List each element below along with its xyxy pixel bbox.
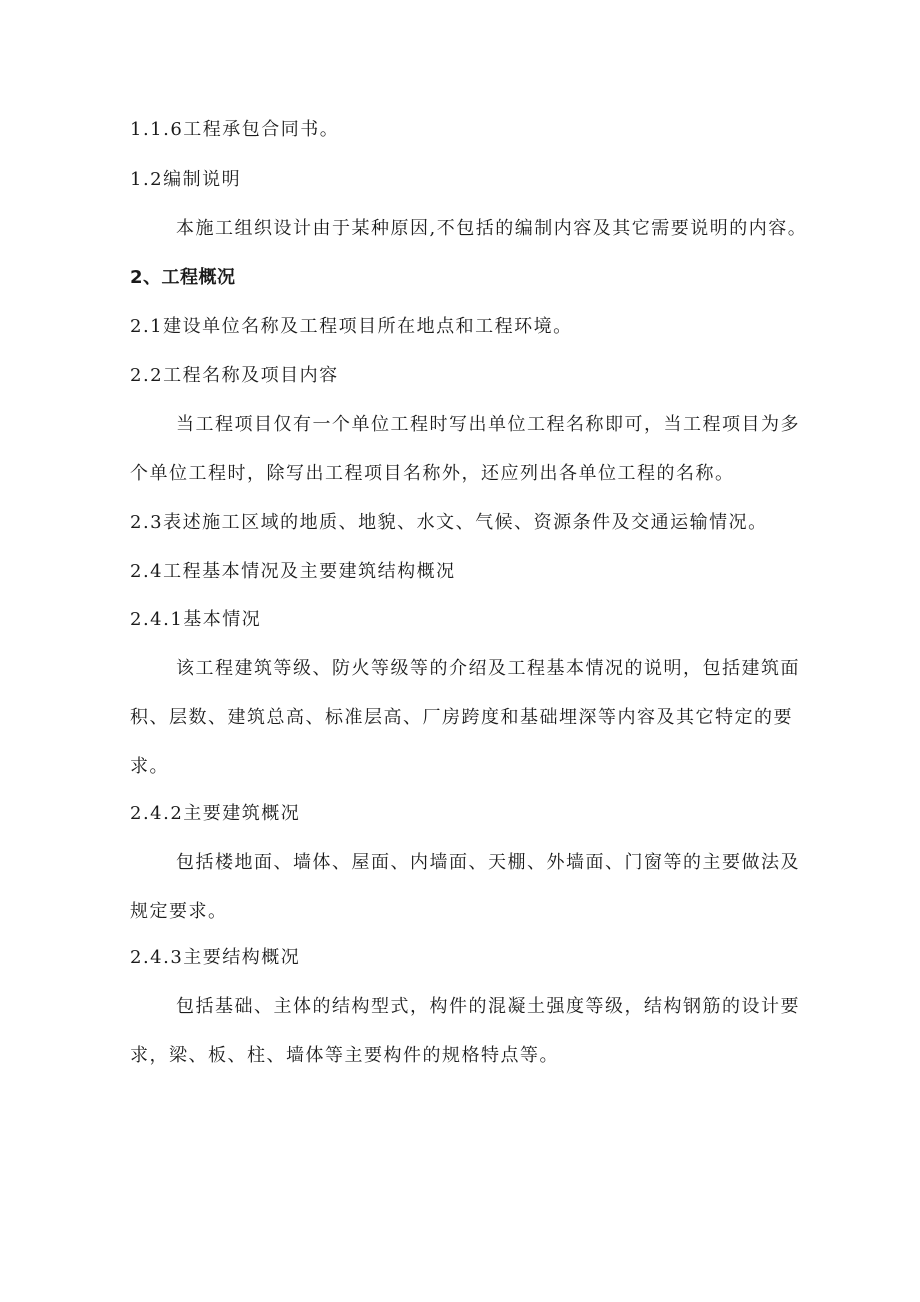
heading-2-4-1: 2.4.1基本情况 [130,609,262,630]
heading-2-4-2: 2.4.2主要建筑概况 [130,803,301,824]
heading-2-2: 2.2工程名称及项目内容 [130,365,339,386]
paragraph-2-4-3-line-1: 包括基础、主体的结构型式，构件的混凝土强度等级，结构钢筋的设计要 [176,996,800,1017]
paragraph-1-2: 本施工组织设计由于某种原因,不包括的编制内容及其它需要说明的内容。 [176,218,808,239]
heading-2-3: 2.3表述施工区域的地质、地貌、水文、气候、资源条件及交通运输情况。 [130,512,768,533]
paragraph-2-2-line-1: 当工程项目仅有一个单位工程时写出单位工程名称即可，当工程项目为多 [176,414,800,435]
paragraph-2-4-3-line-2: 求，梁、板、柱、墙体等主要构件的规格特点等。 [130,1045,559,1066]
paragraph-2-4-2-line-2: 规定要求。 [130,901,228,922]
heading-2-1: 2.1建设单位名称及工程项目所在地点和工程环境。 [130,316,573,337]
heading-1-1-6: 1.1.6工程承包合同书。 [130,119,340,140]
section-heading-2: 2、工程概况 [130,267,236,288]
paragraph-2-4-1-line-2: 积、层数、建筑总高、标准层高、厂房跨度和基础埋深等内容及其它特定的要 [130,707,793,728]
paragraph-2-4-1-line-3: 求。 [130,756,169,777]
paragraph-2-2-line-2: 个单位工程时，除写出工程项目名称外，还应列出各单位工程的名称。 [130,463,735,484]
paragraph-2-4-2-line-1: 包括楼地面、墙体、屋面、内墙面、天棚、外墙面、门窗等的主要做法及 [176,852,800,873]
heading-2-4: 2.4工程基本情况及主要建筑结构概况 [130,561,456,582]
paragraph-2-4-1-line-1: 该工程建筑等级、防火等级等的介绍及工程基本情况的说明，包括建筑面 [176,658,800,679]
heading-1-2: 1.2编制说明 [130,169,242,190]
heading-2-4-3: 2.4.3主要结构概况 [130,947,301,968]
